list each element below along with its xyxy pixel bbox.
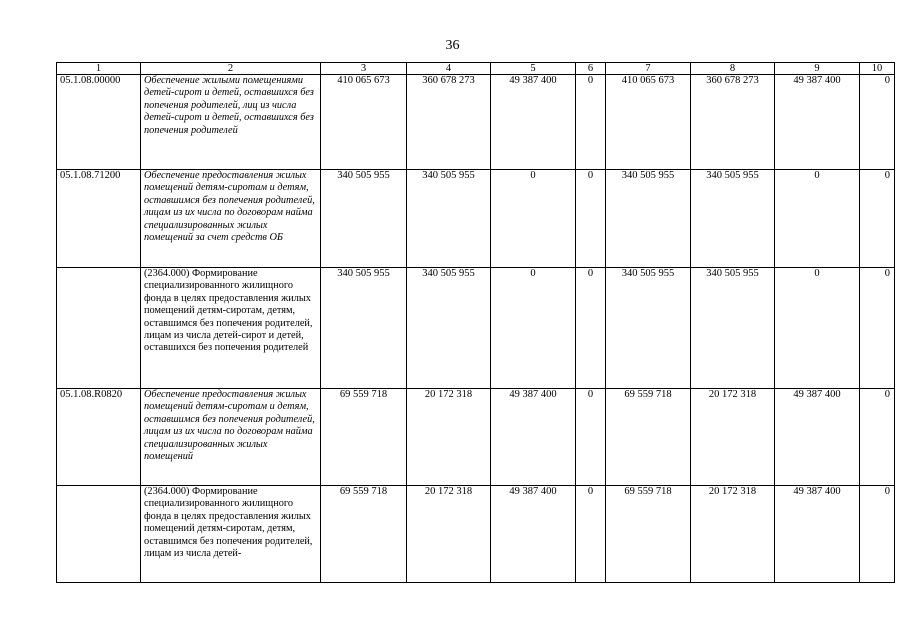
table-row (57, 75, 895, 170)
cell-value: 0 (576, 170, 606, 268)
cell-value: 20 172 318 (691, 486, 775, 583)
cell-value: 49 387 400 (775, 389, 860, 486)
column-header: 8 (691, 63, 775, 75)
cell-value: 340 505 955 (321, 268, 407, 389)
cell-value: 340 505 955 (691, 170, 775, 268)
cell-value: 49 387 400 (491, 75, 576, 170)
row-code (57, 268, 141, 389)
cell-value: 0 (860, 486, 895, 583)
cell-value: 410 065 673 (606, 75, 691, 170)
row-code (57, 486, 141, 583)
cell-value: 0 (775, 170, 860, 268)
cell-value: 0 (491, 170, 576, 268)
page-number: 36 (445, 38, 460, 53)
column-header: 1 (57, 63, 141, 75)
cell-value: 340 505 955 (407, 268, 491, 389)
column-header: 5 (491, 63, 576, 75)
cell-value: 0 (860, 268, 895, 389)
row-code: 05.1.08.00000 (57, 75, 141, 170)
cell-value: 0 (576, 486, 606, 583)
cell-value: 20 172 318 (407, 486, 491, 583)
cell-value: 410 065 673 (321, 75, 407, 170)
cell-value: 0 (576, 268, 606, 389)
cell-value: 360 678 273 (691, 75, 775, 170)
cell-value: 69 559 718 (606, 389, 691, 486)
cell-value: 360 678 273 (407, 75, 491, 170)
row-description: (2364.000) Формирование специализированного жилищного фонда в целях предоставления жилых помещений детям-сиротам, детям, оставшимся без попечения родителей, лицам из числа детей- (141, 486, 321, 583)
cell-value: 0 (576, 389, 606, 486)
cell-value: 340 505 955 (691, 268, 775, 389)
cell-value: 20 172 318 (691, 389, 775, 486)
table-row (57, 170, 895, 268)
cell-value: 49 387 400 (491, 486, 576, 583)
table-row (57, 486, 895, 583)
cell-value: 49 387 400 (775, 75, 860, 170)
cell-value: 20 172 318 (407, 389, 491, 486)
table-row (57, 389, 895, 486)
row-description: Обеспечение жилыми помещениями детей-сирот и детей, оставшихся без попечения родителей, лиц из числа детей-сирот и детей, оставшихся без попечения родителей (141, 75, 321, 170)
row-description: Обеспечение предоставления жилых помещений детям-сиротам и детям, оставшимся без попечения родителей, лицам из их числа по договорам найма специализированных жилых помещений за счет средств ОБ (141, 170, 321, 268)
cell-value: 0 (576, 75, 606, 170)
cell-value: 340 505 955 (606, 268, 691, 389)
cell-value: 340 505 955 (321, 170, 407, 268)
column-header: 2 (141, 63, 321, 75)
table-row (57, 268, 895, 389)
cell-value: 69 559 718 (606, 486, 691, 583)
cell-value: 340 505 955 (606, 170, 691, 268)
header-row (57, 63, 895, 75)
cell-value: 0 (860, 389, 895, 486)
cell-value: 69 559 718 (321, 486, 407, 583)
column-header: 3 (321, 63, 407, 75)
cell-value: 0 (860, 75, 895, 170)
row-description: (2364.000) Формирование специализированного жилищного фонда в целях предоставления жилых помещений детям-сиротам, детям, оставшимся без попечения родителей, лицам из числа детей-сирот и детей, оставшихся без попечения родителей (141, 268, 321, 389)
cell-value: 0 (491, 268, 576, 389)
row-description: Обеспечение предоставления жилых помещений детям-сиротам и детям, оставшимся без попечения родителей, лицам из их числа по договорам найма специализированных жилых помещений (141, 389, 321, 486)
column-header: 10 (860, 63, 895, 75)
cell-value: 0 (775, 268, 860, 389)
column-header: 6 (576, 63, 606, 75)
row-code: 05.1.08.R0820 (57, 389, 141, 486)
column-header: 4 (407, 63, 491, 75)
cell-value: 49 387 400 (491, 389, 576, 486)
column-header: 9 (775, 63, 860, 75)
cell-value: 0 (860, 170, 895, 268)
column-header: 7 (606, 63, 691, 75)
row-code: 05.1.08.71200 (57, 170, 141, 268)
cell-value: 69 559 718 (321, 389, 407, 486)
budget-table (56, 62, 895, 583)
cell-value: 49 387 400 (775, 486, 860, 583)
cell-value: 340 505 955 (407, 170, 491, 268)
